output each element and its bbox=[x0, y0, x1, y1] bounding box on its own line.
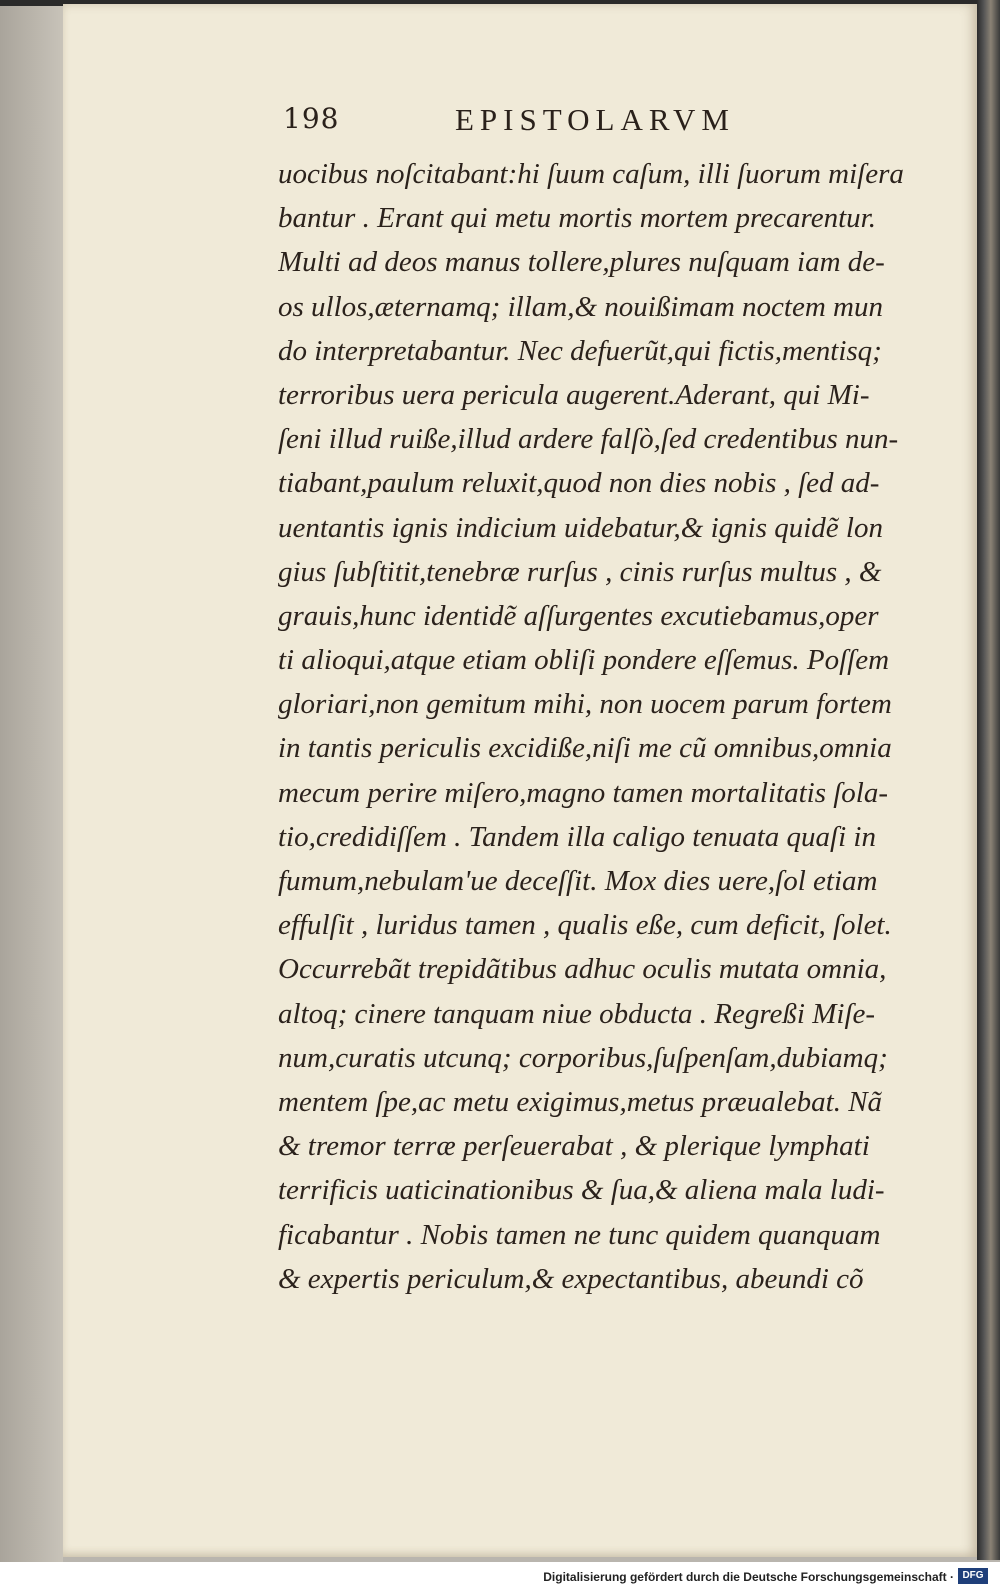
text-line: fumum,nebulam'ue deceſſit. Mox dies uere,ſol etiam bbox=[278, 865, 878, 897]
text-line: effulſit , luridus tamen , qualis eße, cum deficit, ſolet. bbox=[278, 909, 892, 942]
running-head: EPISTOLARVM bbox=[455, 102, 735, 137]
funding-credit: Digitalisierung gefördert durch die Deutsche Forschungsgemeinschaft · bbox=[543, 1570, 954, 1584]
footer bbox=[0, 1562, 1000, 1592]
text-line: bantur . Erant qui metu mortis mortem precarentur. bbox=[278, 202, 876, 235]
page-header bbox=[283, 102, 783, 142]
text-line: terroribus uera pericula augerent.Aderant, qui Mi- bbox=[278, 378, 870, 411]
text-line: grauis,hunc identidẽ aſſurgentes excutiebamus,oper bbox=[278, 599, 879, 632]
text-line: num,curatis utcunq; corporibus,ſuſpenſam,dubiamq; bbox=[278, 1041, 888, 1074]
scan-left-margin bbox=[0, 0, 63, 1562]
text-line: ti alioqui,atque etiam obliſi pondere eſſemus. Poſſem bbox=[278, 644, 890, 677]
book-spine-edge bbox=[977, 0, 1000, 1560]
text-line: & tremor terræ perſeuerabat , & plerique lymphati bbox=[278, 1130, 870, 1163]
text-line: ficabantur . Nobis tamen ne tunc quidem quanquam bbox=[278, 1218, 881, 1251]
text-line: altoq; cinere tanquam niue obducta . Regreßi Miſe- bbox=[278, 997, 876, 1030]
text-line: in tantis periculis excidiße,niſi me cũ omnibus,omnia bbox=[278, 732, 892, 765]
text-line: gloriari,non gemitum mihi, non uocem parum fortem bbox=[278, 688, 892, 721]
text-line: gius ſubſtitit,tenebræ rurſus , cinis rurſus multus , & bbox=[278, 555, 882, 588]
text-line: terrificis uaticinationibus & ſua,& aliena mala ludi- bbox=[278, 1174, 885, 1207]
body-text bbox=[278, 152, 938, 1301]
text-line: mecum perire miſero,magno tamen mortalitatis ſola- bbox=[278, 776, 889, 809]
text-line: do interpretabantur. Nec defuerũt,qui fictis,mentisq; bbox=[278, 334, 882, 367]
text-line: uocibus noſcitabant:hi ſuum caſum, illi ſuorum miſera bbox=[278, 158, 904, 190]
text-line: os ullos,æternamq; illam,& nouißimam noctem mun bbox=[278, 290, 883, 323]
text-line: ſeni illud ruiße,illud ardere falſò,ſed credentibus nun- bbox=[278, 423, 899, 456]
text-line: uentantis ignis indicium uidebatur,& ignis quidẽ lon bbox=[278, 511, 883, 544]
dfg-logo: DFG bbox=[958, 1568, 988, 1584]
text-line: mentem ſpe,ac metu exigimus,metus præualebat. Nã bbox=[278, 1085, 883, 1118]
text-line: tio,credidiſſem . Tandem illa caligo tenuata quaſi in bbox=[278, 820, 876, 853]
text-line: Multi ad deos manus tollere,plures nuſquam iam de- bbox=[278, 246, 885, 279]
page-number: 198 bbox=[283, 102, 340, 135]
text-line: & expertis periculum,& expectantibus, abeundi cõ bbox=[278, 1262, 864, 1295]
text-line: Occurrebãt trepidãtibus adhuc oculis mutata omnia, bbox=[278, 953, 887, 986]
text-line: tiabant,paulum reluxit,quod non dies nobis , ſed ad- bbox=[278, 467, 880, 500]
